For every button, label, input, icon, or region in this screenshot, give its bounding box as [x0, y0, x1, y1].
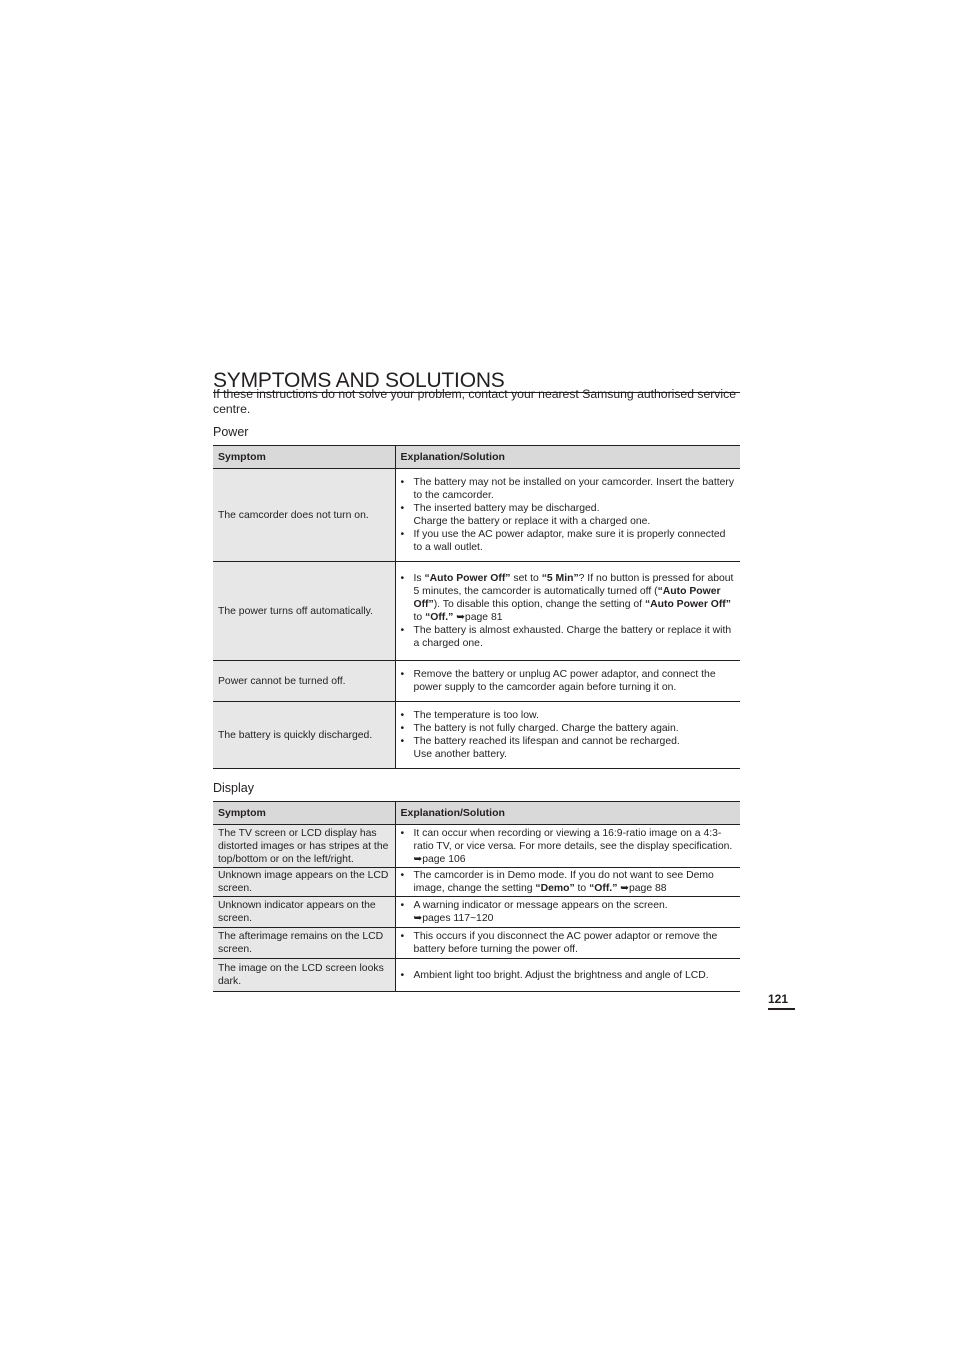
column-header-solution: Explanation/Solution — [395, 446, 740, 469]
table-row — [213, 928, 740, 959]
symptom-cell: The camcorder does not turn on. — [213, 469, 395, 562]
solution-cell — [395, 928, 740, 959]
list-item: • Ambient light too bright. Adjust the brightness and angle of LCD. — [400, 969, 709, 981]
list-item: • If you use the AC power adaptor, make sure it is properly connected to a wall outlet. — [400, 529, 726, 553]
symptom-cell: Unknown image appears on the LCD screen. — [213, 868, 395, 897]
list-item: • The temperature is too low. — [400, 710, 539, 721]
solution-cell — [395, 661, 740, 702]
display-table — [213, 801, 740, 992]
solution-cell — [395, 868, 740, 897]
list-item: • The inserted battery may be discharged. Charge the battery or replace it with a charged one. — [400, 503, 651, 527]
symptom-cell: The battery is quickly discharged. — [213, 702, 395, 769]
page-reference: ➥page 81 — [453, 612, 503, 623]
column-header-solution: Explanation/Solution — [395, 802, 740, 825]
column-header-symptom: Symptom — [213, 802, 395, 825]
power-table — [213, 445, 740, 769]
list-item: • It can occur when recording or viewing a 16:9-ratio image on a 4:3-ratio TV, or vice versa. For more details, see the display specification. ➥page 106 — [400, 827, 733, 865]
table-row — [213, 661, 740, 702]
table-row — [213, 702, 740, 769]
list-item: • The battery is almost exhausted. Charge the battery or replace it with a charged one. — [400, 625, 732, 649]
list-item: • Remove the battery or unplug AC power adaptor, and connect the power supply to the camcorder again before turning it on. — [400, 669, 716, 693]
list-item: • The battery may not be installed on your camcorder. Insert the battery to the camcorder. — [400, 477, 735, 501]
table-header-row — [213, 446, 740, 469]
list-item: • The battery reached its lifespan and cannot be recharged. Use another battery. — [400, 736, 680, 760]
column-header-symptom: Symptom — [213, 446, 395, 469]
intro-text: If these instructions do not solve your problem, contact your nearest Samsung authorised service centre. — [213, 387, 736, 416]
table-row — [213, 562, 740, 661]
symptom-cell: Power cannot be turned off. — [213, 661, 395, 702]
page-number: 121 — [768, 992, 795, 1010]
list-item: • A warning indicator or message appears on the screen. ➥pages 117~120 — [400, 899, 737, 925]
page-reference: ➥pages 117~120 — [413, 913, 494, 924]
page-reference: ➥page 88 — [617, 883, 667, 894]
list-item: • The camcorder is in Demo mode. If you do not want to see Demo image, change the setting “Demo” to “Off.” ➥page 88 — [400, 870, 714, 894]
solution-cell — [395, 469, 740, 562]
table-row — [213, 469, 740, 562]
section-heading-display: Display — [213, 781, 254, 795]
solution-cell — [395, 825, 740, 868]
symptom-cell: Unknown indicator appears on the screen. — [213, 897, 395, 928]
symptom-cell: The afterimage remains on the LCD screen. — [213, 928, 395, 959]
table-row — [213, 825, 740, 868]
symptom-cell: The power turns off automatically. — [213, 562, 395, 661]
table-row — [213, 897, 740, 928]
symptom-cell: The TV screen or LCD display has distorted images or has stripes at the top/bottom or on the left/right. — [213, 825, 395, 868]
solution-cell — [395, 702, 740, 769]
solution-cell — [395, 959, 740, 992]
list-item: • This occurs if you disconnect the AC power adaptor or remove the battery before turning the power off. — [400, 931, 718, 955]
page-title: SYMPTOMS AND SOLUTIONS — [213, 369, 740, 393]
table-row — [213, 959, 740, 992]
symptom-cell: The image on the LCD screen looks dark. — [213, 959, 395, 992]
solution-cell — [395, 897, 740, 928]
table-row — [213, 868, 740, 897]
list-item: • Is “Auto Power Off” set to “5 Min”? If no button is pressed for about 5 minutes, the camcorder is automatically turned off (“Auto Power Off”). To disable this option, change the setting of “Auto Power Off” to “Off.” ➥page 81 — [400, 573, 734, 623]
table-header-row — [213, 802, 740, 825]
solution-cell — [395, 562, 740, 661]
list-item: • The battery is not fully charged. Charge the battery again. — [400, 723, 679, 734]
section-heading-power: Power — [213, 425, 249, 439]
